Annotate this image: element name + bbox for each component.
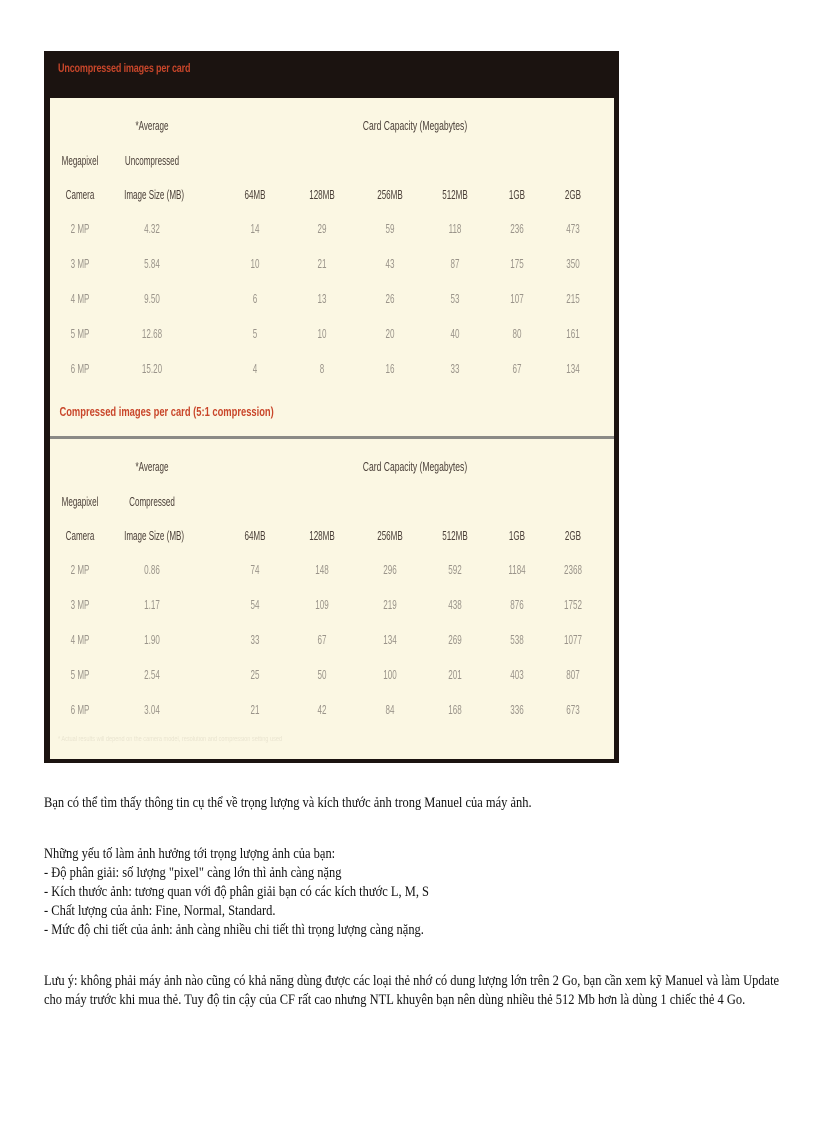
table-cell: 4 — [252, 361, 258, 376]
table-cell: 403 — [510, 667, 524, 682]
table-cell: 1184 — [508, 562, 526, 577]
row-label: 5 MP — [70, 667, 90, 682]
table-cell: 16 — [385, 361, 395, 376]
table-cell: 67 — [512, 361, 522, 376]
capacity-column-header: 256MB — [377, 528, 403, 543]
table-cell: 134 — [566, 361, 580, 376]
capacity-column-header: 64MB — [244, 187, 266, 202]
size-header-line: Image Size (MB) — [124, 528, 185, 543]
table-cell: 673 — [566, 702, 580, 717]
table-cell: 2368 — [564, 562, 582, 577]
compressed-table — [50, 436, 614, 759]
table-cell: 168 — [448, 702, 462, 717]
table-cell: 50 — [317, 667, 327, 682]
table-cell: 296 — [383, 562, 397, 577]
table-cell: 3.04 — [144, 702, 160, 717]
factor-line: - Mức độ chi tiết của ảnh: ảnh càng nhiều chi tiết thì trọng lượng càng nặng. — [44, 922, 424, 938]
table-cell: 12.68 — [141, 326, 163, 341]
megapixel-header-line: Camera — [65, 187, 95, 202]
row-label: 6 MP — [70, 361, 90, 376]
row-label: 2 MP — [70, 562, 90, 577]
factors-title: Những yếu tố làm ảnh hưởng tới trọng lượng ảnh của bạn: — [44, 846, 336, 862]
table-cell: 473 — [566, 221, 580, 236]
table-cell: 201 — [448, 667, 462, 682]
capacity-column-header: 2GB — [564, 187, 582, 202]
table-cell: 1752 — [564, 597, 582, 612]
table-cell: 5 — [252, 326, 258, 341]
table-cell: 4.32 — [144, 221, 160, 236]
row-label: 3 MP — [70, 597, 90, 612]
table-cell: 592 — [448, 562, 462, 577]
table-cell: 0.86 — [144, 562, 160, 577]
note-line: Lưu ý: không phải máy ảnh nào cũng có khả năng dùng được các loại thẻ nhớ có dung lượng lớn trên 2 Go, bạn cần xem kỹ Manuel và làm Update — [44, 973, 780, 989]
capacity-column-header: 512MB — [442, 528, 468, 543]
table-cell: 25 — [250, 667, 260, 682]
table-cell: 53 — [450, 291, 460, 306]
row-label: 3 MP — [70, 256, 90, 271]
table-cell: 87 — [450, 256, 460, 271]
table-cell: 1077 — [564, 632, 582, 647]
table-cell: 107 — [510, 291, 524, 306]
intro-paragraph: Bạn có thể tìm thấy thông tin cụ thể về trọng lượng và kích thước ảnh trong Manuel của máy ảnh. — [44, 795, 532, 811]
table-cell: 33 — [250, 632, 260, 647]
table-cell: 67 — [317, 632, 327, 647]
capacity-header: Card Capacity (Megabytes) — [362, 459, 468, 474]
table-cell: 8 — [319, 361, 325, 376]
table-cell: 43 — [385, 256, 395, 271]
capacity-column-header: 128MB — [309, 187, 335, 202]
table-cell: 538 — [510, 632, 524, 647]
table-cell: 1.90 — [144, 632, 160, 647]
table-cell: 236 — [510, 221, 524, 236]
size-header-line: *Average — [135, 459, 169, 474]
uncompressed-table — [50, 98, 614, 438]
megapixel-header-line: Megapixel — [61, 494, 99, 509]
table-cell: 269 — [448, 632, 462, 647]
table-cell: 118 — [448, 221, 462, 236]
size-header-line: Compressed — [129, 494, 175, 509]
table-cell: 5.84 — [144, 256, 160, 271]
uncompressed-title: Uncompressed images per card — [58, 61, 191, 75]
factor-line: - Độ phân giải: số lượng "pixel" càng lớn thì ảnh càng nặng — [44, 865, 342, 881]
memory-card-capacity-figure — [44, 51, 619, 763]
table-cell: 100 — [383, 667, 397, 682]
table-cell: 109 — [315, 597, 329, 612]
table-cell: 21 — [250, 702, 260, 717]
factor-line: - Kích thước ảnh: tương quan với độ phân giải bạn có các kích thước L, M, S — [44, 884, 429, 900]
table-cell: 1.17 — [144, 597, 160, 612]
table-cell: 40 — [450, 326, 460, 341]
capacity-column-header: 1GB — [508, 528, 526, 543]
capacity-column-header: 128MB — [309, 528, 335, 543]
table-cell: 13 — [317, 291, 327, 306]
table-cell: 10 — [250, 256, 260, 271]
table-cell: 175 — [510, 256, 524, 271]
capacity-header: Card Capacity (Megabytes) — [362, 118, 468, 133]
capacity-column-header: 2GB — [564, 528, 582, 543]
row-label: 4 MP — [70, 291, 90, 306]
size-header-line: *Average — [135, 118, 169, 133]
megapixel-header-line: Megapixel — [61, 153, 99, 168]
table-cell: 10 — [317, 326, 327, 341]
capacity-column-header: 512MB — [442, 187, 468, 202]
table-cell: 219 — [383, 597, 397, 612]
size-header-line: Image Size (MB) — [124, 187, 185, 202]
megapixel-header-line: Camera — [65, 528, 95, 543]
table-cell: 350 — [566, 256, 580, 271]
table-cell: 26 — [385, 291, 395, 306]
row-label: 4 MP — [70, 632, 90, 647]
table-cell: 336 — [510, 702, 524, 717]
table-cell: 215 — [566, 291, 580, 306]
table-cell: 438 — [448, 597, 462, 612]
figure-footnote: * Actual results will depend on the camera model, resolution and compression setting used — [58, 736, 283, 743]
table-cell: 74 — [250, 562, 260, 577]
table-cell: 21 — [317, 256, 327, 271]
table-cell: 134 — [383, 632, 397, 647]
table-cell: 80 — [512, 326, 522, 341]
capacity-column-header: 256MB — [377, 187, 403, 202]
table-cell: 9.50 — [144, 291, 160, 306]
table-cell: 29 — [317, 221, 327, 236]
table-cell: 42 — [317, 702, 327, 717]
compressed-title: Compressed images per card (5:1 compression) — [59, 404, 274, 419]
row-label: 5 MP — [70, 326, 90, 341]
table-cell: 84 — [385, 702, 395, 717]
table-cell: 876 — [510, 597, 524, 612]
table-cell: 2.54 — [144, 667, 160, 682]
table-cell: 161 — [566, 326, 580, 341]
row-label: 6 MP — [70, 702, 90, 717]
table-cell: 33 — [450, 361, 460, 376]
row-label: 2 MP — [70, 221, 90, 236]
table-cell: 59 — [385, 221, 395, 236]
capacity-column-header: 64MB — [244, 528, 266, 543]
size-header-line: Uncompressed — [124, 153, 180, 168]
table-cell: 148 — [315, 562, 329, 577]
factor-line: - Chất lượng của ảnh: Fine, Normal, Standard. — [44, 903, 276, 919]
capacity-column-header: 1GB — [508, 187, 526, 202]
table-cell: 15.20 — [141, 361, 163, 376]
table-cell: 14 — [250, 221, 260, 236]
note-line: cho máy trước khi mua thẻ. Tuy độ tin cậy của CF rất cao nhưng NTL khuyên bạn nên dùng nhiều thẻ 512 Mb hơn là dùng 1 chiếc thẻ 4 Go. — [44, 992, 746, 1008]
table-cell: 807 — [566, 667, 580, 682]
table-cell: 20 — [385, 326, 395, 341]
table-cell: 54 — [250, 597, 260, 612]
table-cell: 6 — [252, 291, 258, 306]
